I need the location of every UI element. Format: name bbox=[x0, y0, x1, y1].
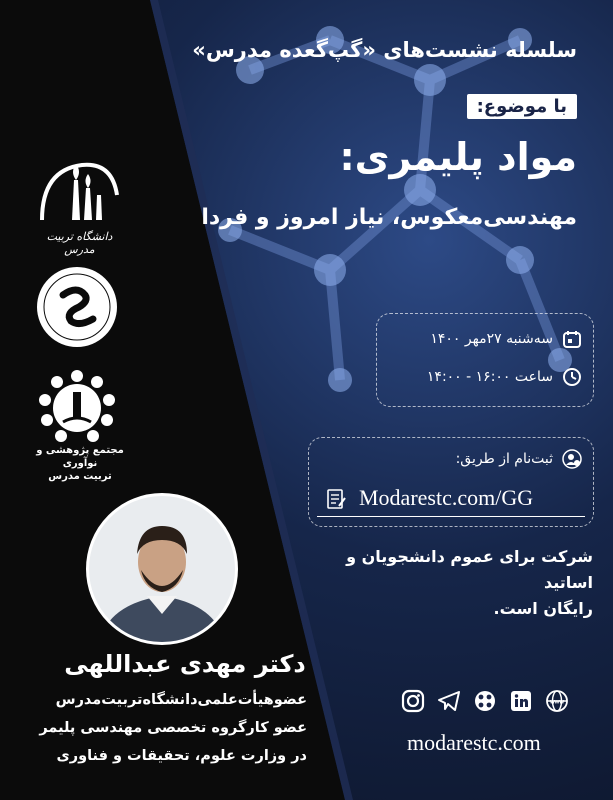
calendar-icon bbox=[561, 328, 583, 350]
svg-text:www: www bbox=[549, 699, 565, 706]
research-complex-caption bbox=[20, 444, 140, 483]
speaker-name: دکتر مهدی عبداللهی bbox=[64, 650, 306, 678]
time-row bbox=[427, 366, 583, 388]
document-icon bbox=[325, 488, 347, 514]
www-icon[interactable] bbox=[544, 688, 570, 714]
registration-url-field[interactable] bbox=[317, 482, 585, 517]
telegram-icon[interactable] bbox=[436, 688, 462, 714]
speaker-position-line-1: عضوهیأت‌علمی‌دانشگاه‌تربیت‌مدرس bbox=[55, 692, 307, 708]
attendance-note bbox=[293, 544, 593, 622]
research-complex-logo bbox=[35, 370, 119, 450]
registration-box bbox=[308, 437, 594, 527]
attendance-line-1: شرکت برای عموم دانشجویان و اساتید bbox=[346, 547, 593, 592]
social-icons bbox=[400, 688, 570, 714]
clock-icon bbox=[561, 366, 583, 388]
date-row bbox=[430, 328, 583, 350]
registration-label-row bbox=[456, 448, 583, 470]
instagram-icon[interactable] bbox=[400, 688, 426, 714]
sub-title: مهندسی‌معکوس، نیاز امروز و فردا bbox=[201, 205, 577, 230]
registration-url[interactable]: Modarestc.com/GG bbox=[359, 485, 534, 510]
university-logo bbox=[32, 150, 122, 256]
registration-label: ثبت‌نام از طریق: bbox=[455, 451, 553, 467]
date-text: سه‌شنبه ۲۷مهر ۱۴۰۰ bbox=[430, 331, 553, 347]
subject-label: با موضوع: bbox=[467, 94, 577, 119]
attendance-line-2: رایگان است. bbox=[493, 599, 593, 618]
speaker-position-line-3: در وزارت علوم، تحقیقات و فناوری bbox=[56, 748, 307, 764]
website-link[interactable]: modarestc.com bbox=[407, 730, 541, 755]
research-complex-caption-line-2: تربیت مدرس bbox=[48, 471, 112, 482]
user-register-icon bbox=[561, 448, 583, 470]
linkedin-icon[interactable] bbox=[508, 688, 534, 714]
research-complex-caption-line-1: مجتمع پژوهشی و نوآوری bbox=[36, 445, 124, 469]
speaker-position-line-2: عضو کارگروه تخصصی مهندسی پلیمر bbox=[39, 720, 307, 736]
speaker-photo bbox=[86, 493, 238, 645]
university-logo-caption: دانشگاه تربیت مدرس bbox=[46, 230, 113, 256]
series-title: سلسله نشست‌های «گپ‌گعده مدرس» bbox=[192, 38, 577, 62]
science-park-logo bbox=[35, 265, 119, 353]
event-info-box bbox=[376, 313, 594, 407]
main-title: مواد پلیمری: bbox=[339, 135, 577, 179]
aparat-icon[interactable] bbox=[472, 688, 498, 714]
time-text: ساعت ۱۶:۰۰ - ۱۴:۰۰ bbox=[426, 369, 553, 385]
